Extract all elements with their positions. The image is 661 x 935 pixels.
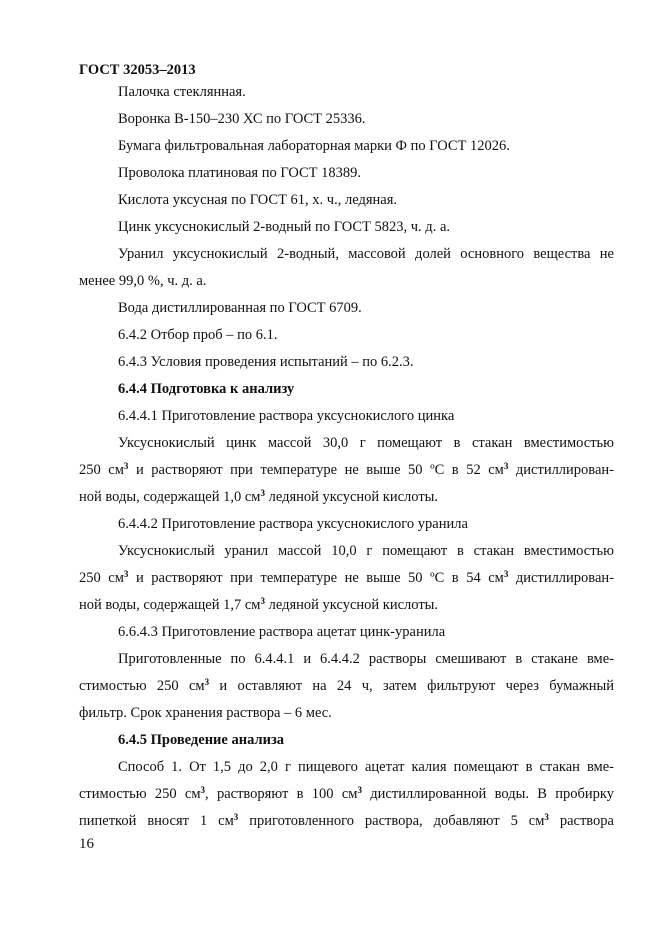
section-heading: 6.4.4 Подготовка к анализу bbox=[118, 381, 295, 397]
text-line: Уранил уксуснокислый 2-водный, массовой долей основного вещества не bbox=[118, 246, 614, 262]
text-line: Способ 1. От 1,5 до 2,0 г пищевого ацетат калия помещают в стакан вме- bbox=[118, 759, 614, 775]
text-line: 250 $см^3$ и растворяют при температуре не выше 50 ºС в 52 $см^3$ дистиллирован- bbox=[79, 461, 614, 478]
text-line: 6.4.4.1 Приготовление раствора уксуснокислого цинка bbox=[118, 408, 455, 424]
document-header: ГОСТ 32053–2013 bbox=[79, 62, 196, 78]
text-line: стимостью 250 $см^3$ и оставляют на 24 ч, затем фильтруют через бумажный bbox=[79, 677, 614, 694]
text-line: Бумага фильтровальная лабораторная марки Ф по ГОСТ 12026. bbox=[118, 138, 510, 154]
text-line: фильтр. Срок хранения раствора – 6 мес. bbox=[79, 705, 332, 721]
text-line: Уксуснокислый цинк массой 30,0 г помещают в стакан вместимостью bbox=[118, 435, 614, 451]
text-line: 6.4.4.2 Приготовление раствора уксуснокислого уранила bbox=[118, 516, 468, 532]
section-heading: 6.4.5 Проведение анализа bbox=[118, 732, 285, 748]
text-line: стимостью 250 $см^3$, растворяют в 100 $см^3$ дистиллированной воды. В пробирку bbox=[79, 785, 614, 802]
text-line: ной воды, содержащей 1,0 $см^3$ ледяной уксусной кислоты. bbox=[79, 488, 439, 505]
text-line: пипеткой вносят 1 $см^3$ приготовленного раствора, добавляют 5 $см^3$ раствора bbox=[79, 812, 614, 829]
text-line: Проволока платиновая по ГОСТ 18389. bbox=[118, 165, 362, 181]
text-line: 6.4.3 Условия проведения испытаний – по 6.2.3. bbox=[118, 354, 414, 370]
text-line: Кислота уксусная по ГОСТ 61, х. ч., ледяная. bbox=[118, 192, 397, 208]
text-line: 6.4.2 Отбор проб – по 6.1. bbox=[118, 327, 278, 343]
text-line: 6.6.4.3 Приготовление раствора ацетат цинк-уранила bbox=[118, 624, 446, 640]
page-number: 16 bbox=[79, 836, 94, 852]
text-line: Вода дистиллированная по ГОСТ 6709. bbox=[118, 300, 362, 316]
text-line: менее 99,0 %, ч. д. а. bbox=[79, 273, 207, 289]
text-line: ной воды, содержащей 1,7 $см^3$ ледяной уксусной кислоты. bbox=[79, 596, 439, 613]
text-line: Приготовленные по 6.4.4.1 и 6.4.4.2 растворы смешивают в стакане вме- bbox=[118, 651, 614, 667]
text-line: Воронка В-150–230 ХС по ГОСТ 25336. bbox=[118, 111, 366, 127]
text-line: Уксуснокислый уранил массой 10,0 г помещают в стакан вместимостью bbox=[118, 543, 614, 559]
text-line: 250 $см^3$ и растворяют при температуре не выше 50 ºС в 54 $см^3$ дистиллирован- bbox=[79, 569, 614, 586]
text-line: Цинк уксуснокислый 2-водный по ГОСТ 5823, ч. д. а. bbox=[118, 219, 450, 235]
text-line: Палочка стеклянная. bbox=[118, 84, 246, 100]
